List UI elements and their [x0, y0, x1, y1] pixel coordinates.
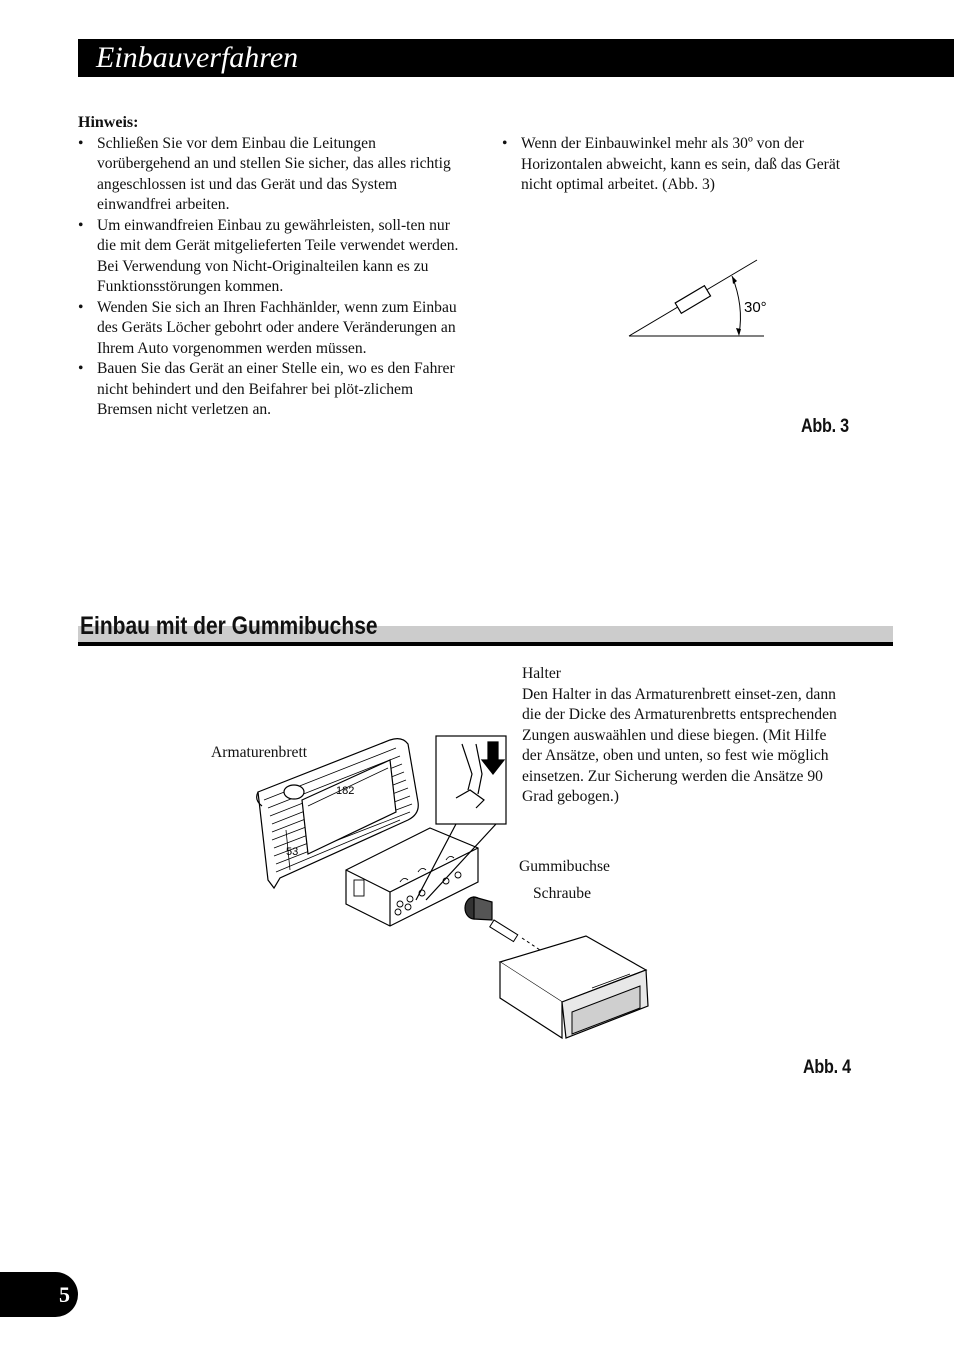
dimension-width: 182 — [336, 785, 355, 797]
notes-right-column — [502, 134, 862, 196]
figure-caption-4: Abb. 4 — [803, 1057, 851, 1078]
angle-arc — [732, 276, 740, 334]
unit-outline — [675, 286, 710, 314]
note-list-left — [78, 134, 470, 421]
note-item: • Wenn der Einbauwinkel mehr als 30º von der Horizontalen abweicht, kann es sein, daß das Gerät nicht optimal arbeitet. (Abb. 3) — [502, 134, 862, 196]
notes-left-column — [78, 113, 470, 421]
page-title: Einbauverfahren — [96, 41, 299, 74]
section-heading — [78, 612, 893, 648]
angle-diagram — [620, 250, 790, 350]
page-number-tab — [0, 1272, 78, 1317]
section-title: Einbau mit der Gummibuchse — [80, 612, 378, 640]
note-item: • Schließen Sie vor dem Einbau die Leitungen vorübergehend an und stellen Sie sicher, das alles richtig angeschlossen ist und das Gerät und das System einwandfrei arbeiten. — [78, 134, 470, 216]
halter-body: Den Halter in das Armaturenbrett einset-zen, dann die der Dicke des Armaturenbretts entsprechenden Zungen auswaählen und diese biegen. (Mit Hilfe der Ansätze, oben und unten, so fest wie möglich einsetzen. Zur Sicherung werden die Ansätze 90 Grad gebogen.) — [522, 685, 837, 805]
arc-arrow-top — [732, 276, 737, 284]
label-screw: Schraube — [533, 885, 592, 902]
note-heading: Hinweis: — [78, 114, 139, 131]
figure-caption-3: Abb. 3 — [801, 416, 849, 437]
installation-diagram — [250, 730, 660, 1045]
label-dashboard: Armaturenbrett — [211, 744, 308, 761]
page-number: 5 — [59, 1282, 70, 1307]
arc-arrow-bottom — [736, 328, 741, 336]
note-list-right — [502, 134, 862, 196]
header-bar — [78, 39, 954, 77]
label-bushing: Gummibuchse — [519, 858, 610, 875]
section-rule — [78, 642, 893, 646]
rubber-bushing — [465, 897, 492, 920]
mounting-sleeve — [346, 828, 478, 926]
head-unit — [500, 936, 648, 1038]
halter-title: Halter — [522, 665, 561, 682]
note-item: • Um einwandfreien Einbau zu gewährleisten, soll-ten nur die mit dem Gerät mitgelieferten Teile verwendet werden. Bei Verwendung von Nicht-Originalteilen kann es zu Funktionsstörungen kommen. — [78, 216, 470, 298]
note-item: • Bauen Sie das Gerät an einer Stelle ein, wo es den Fahrer nicht behindert und den Beifahrer bei plöt-zlichem Bremsen nicht verletzen an. — [78, 359, 470, 421]
screw — [490, 920, 546, 954]
dimension-height: 53 — [286, 846, 299, 858]
angle-label: 30° — [744, 299, 767, 316]
note-item: • Wenden Sie sich an Ihren Fachhänlder, wenn zum Einbau des Geräts Löcher gebohrt oder andere Veränderungen an Ihrem Auto vorgenommen werden müssen. — [78, 298, 470, 360]
